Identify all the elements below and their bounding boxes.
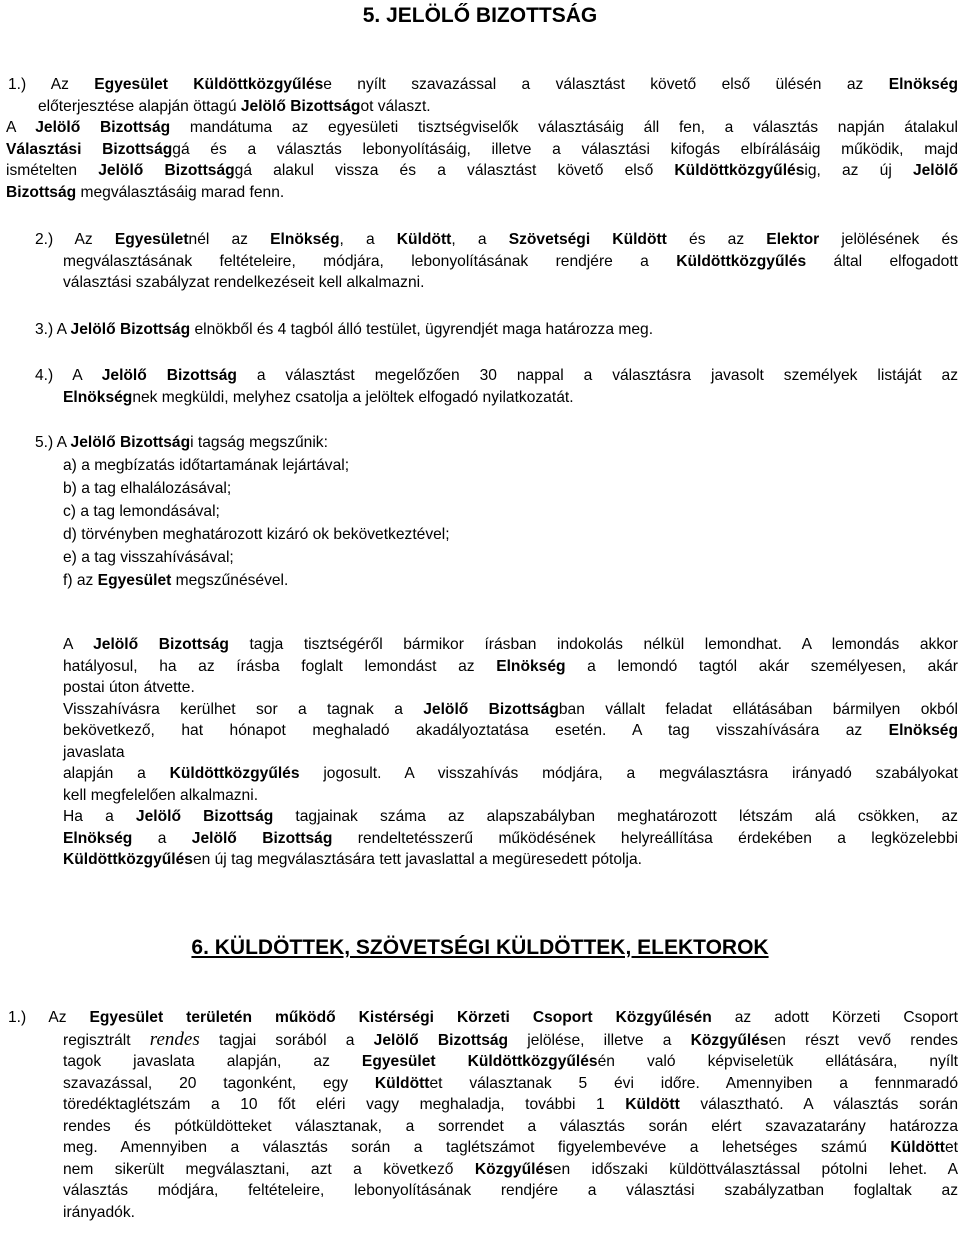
paragraph-5-1: 1.) Az Egyesület Küldöttközgyűlése nyílt szavazással a választást követő első ülésén az Elnökség előterjesztése alapján öttagú Jelölő Bizottságot választ. <box>8 76 959 115</box>
paragraph-5-5: 5.) A Jelölő Bizottsági tagság megszűnik: <box>35 434 328 451</box>
list-item: b) a tag elhalálozásával; <box>63 480 232 497</box>
paragraph-6-1: 1.) Az Egyesület területén működő Kistérségi Körzeti Csoport Közgyűlésén az adott Körzeti Csoport regisztrált rendes tagjai sorából a Jelölő Bizottság jelölése, illetve a Közgyűlésen részt vevő rendes tagok javaslata alapján, az Egyesület Küldöttközgyűlésén való képviseletük ellátására, nyílt szavazással, 20 tagonként, egy Küldöttet választanak 5 évi időre. Amennyiben a fennmaradó töredéktaglétszám a 10 főt eléri vagy meghaladja, további 1 Küldött választható. A választás során rendes és pótküldötteket választanak, a sorrendet a választás során elért szavazatarány határozza meg. Amennyiben a választás során a taglétszámot figyelembevéve a lehetséges számú Küldöttet nem sikerült megválasztani, azt a következő Közgyűlésen időszaki küldöttválasztással pótolni lehet. A választás módjára, feltételeire, lebonyolításának rendjére a választási szabályzatban foglaltak az irányadók. <box>8 1009 959 1221</box>
list-item: e) a tag visszahívásával; <box>63 549 234 566</box>
paragraph-5-2: 2.) Az Egyesületnél az Elnökség, a Küldött, a Szövetségi Küldött és az Elektor jelölésének és megválasztásának feltételeire, módjára, lebonyolításának rendjére a Küldöttközgyűlés által elfogadott választási szabályzat rendelkezéseit kell alkalmazni. <box>35 231 958 291</box>
list-item: a) a megbízatás időtartamának lejártával; <box>63 457 350 474</box>
paragraph-5-4: 4.) A Jelölő Bizottság a választást megelőzően 30 nappal a választásra javasolt személyek listáját az Elnökségnek megküldi, melyhez csatolja a jelöltek elfogadó nyilatkozatát. <box>35 367 958 406</box>
list-item: d) törvényben meghatározott kizáró ok bekövetkeztével; <box>63 526 450 543</box>
section-5-title: 5. JELÖLŐ BIZOTTSÁG <box>362 4 598 27</box>
section-6-title: 6. KÜLDÖTTEK, SZÖVETSÉGI KÜLDÖTTEK, ELEKTOROK <box>191 936 769 959</box>
list-item: c) a tag lemondásával; <box>63 503 220 520</box>
list-item: f) az Egyesület megszűnésével. <box>63 572 289 589</box>
paragraph-5-1-mandate: A Jelölő Bizottság mandátuma az egyesületi tisztségviselők választásáig áll fen, a választás napján átalakul Választási Bizottsággá és a választás lebonyolításáig, illetve a választási kifogás elbírálásáig működik, majd ismételten Jelölő Bizottsággá alakul vissza és a választást követő első Küldöttközgyűlésig, az új Jelölő Bizottság megválasztásáig marad fenn. <box>6 119 959 201</box>
paragraph-5-resignation: A Jelölő Bizottság tagja tisztségéről bármikor írásban indokolás nélkül lemondhat. A lemondás akkor hatályosul, ha az írásba foglalt lemondást az Elnökség a lemondó tagtól akár személyesen, akár postai úton átvette. Visszahívásra kerülhet sor a tagnak a Jelölő Bizottságban vállalt feladat ellátásában bármilyen okból bekövetkező, hat hónapot meghaladó akadályoztatása esetén. A tag visszahívására az Elnökség javaslata alapján a Küldöttközgyűlés jogosult. A visszahívás módjára, a megválasztásra irányadó szabályokat kell megfelelően alkalmazni. Ha a Jelölő Bizottság tagjainak száma az alapszabályban meghatározott létszám alá csökken, az Elnökség a Jelölő Bizottság rendeltetésszerű működésének helyreállítása érdekében a legközelebbi Küldöttközgyűlésen új tag megválasztására tett javaslattal a megüresedett pótolja. <box>63 636 958 868</box>
paragraph-5-3: 3.) A Jelölő Bizottság elnökből és 4 tagból álló testület, ügyrendjét maga határozza meg. <box>35 321 654 338</box>
